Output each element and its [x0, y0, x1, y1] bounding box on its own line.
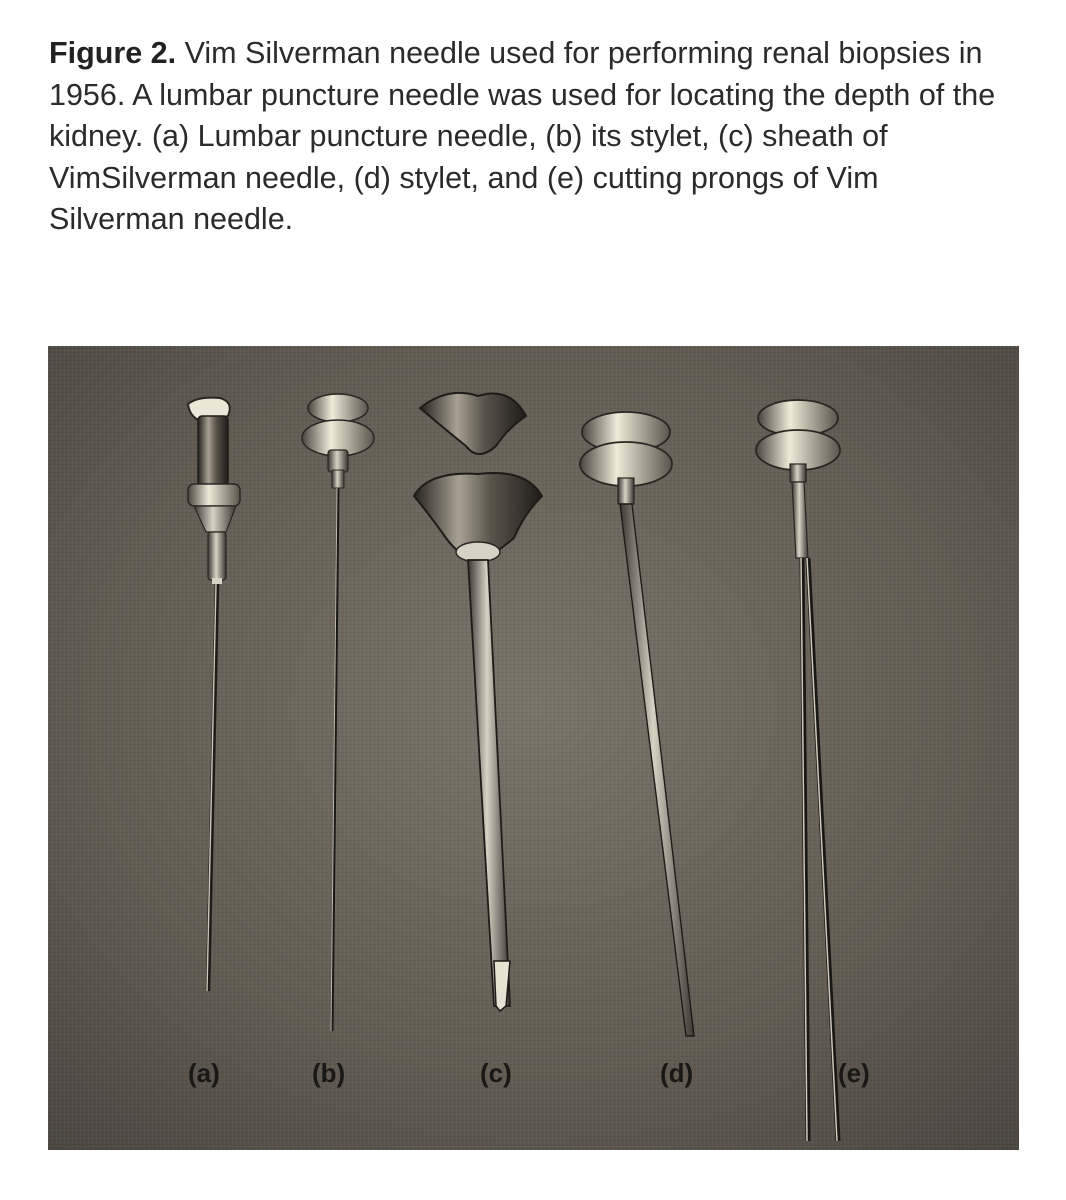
needle-label-c: (c)	[480, 1058, 512, 1088]
figure-caption	[49, 33, 1009, 241]
needle-label-a: (a)	[188, 1058, 220, 1088]
needle-photograph	[48, 346, 1019, 1150]
needle-label-e: (e)	[838, 1058, 870, 1088]
needle-label-d: (d)	[660, 1058, 694, 1088]
needle-photograph-image	[48, 346, 1019, 1150]
figure-label: Figure 2.	[49, 36, 177, 70]
figure-caption-text: Vim Silverman needle used for performing renal biopsies in 1956. A lumbar puncture needle was used for locating the depth of the kidney. (a) Lumbar puncture needle, (b) its stylet, (c) sheath of VimSilverman needle, (d) stylet, and (e) cutting prongs of Vim Silverman needle.	[49, 36, 996, 236]
needle-label-b: (b)	[312, 1058, 346, 1088]
